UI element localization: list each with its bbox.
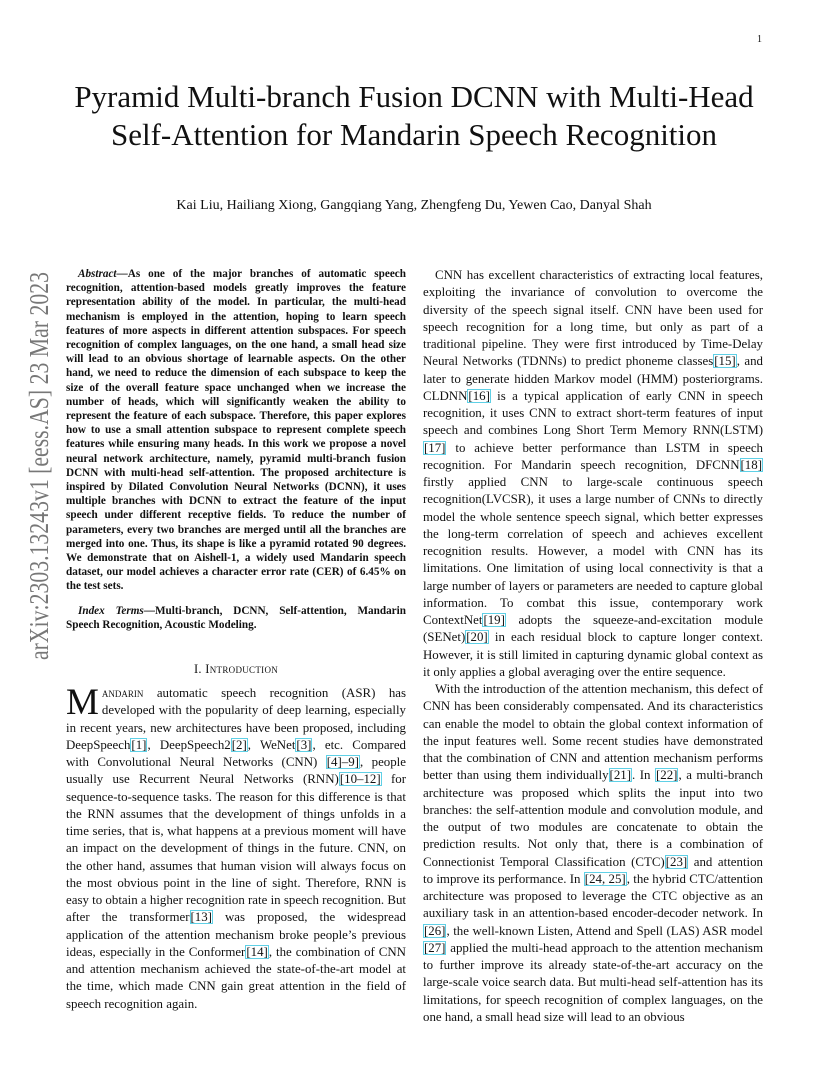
citation-link[interactable]: [24, 25] (584, 871, 626, 886)
abstract-label: Abstract (78, 268, 117, 280)
text-segment: , and later to generate hidden Markov model (HMM) posteriorgrams. CLDNN (423, 354, 763, 403)
arxiv-stamp-text: arXiv:2303.13243v1 [eess.AS] 23 Mar 2023 (24, 270, 54, 660)
citation-link[interactable]: [26] (424, 923, 446, 938)
text-segment: , DeepSpeech2 (147, 737, 231, 752)
paper-title: Pyramid Multi-branch Fusion DCNN with Multi-Head Self-Attention for Mandarin Speech Recognition (74, 79, 754, 152)
citation-link[interactable]: [1] (131, 737, 147, 752)
abstract (66, 267, 406, 594)
citation-link[interactable]: [16] (468, 388, 490, 403)
citation-link[interactable]: [27] (424, 940, 446, 955)
citation-link[interactable]: [14] (246, 944, 268, 959)
citation-link[interactable]: [2] (231, 737, 247, 752)
arxiv-identifier-stamp (18, 270, 54, 660)
section-title: Introduction (205, 662, 279, 677)
intro-paragraph-2 (423, 267, 763, 681)
text-segment: automatic speech recognition (ASR) has developed with the popularity of deep learning, especially in recent years, new architectures have been proposed, including DeepSpeech (66, 686, 406, 752)
text-segment: and attention to improve its performance. In (423, 854, 763, 886)
text-segment: , a multi-branch architecture was proposed which splits the input into two branches: the self-attention module and convolution module, and the output of two modules are concatenate to obtain the prediction results. Not only that, there is a combination of Connectionist Temporal Classification (CTC) (423, 768, 764, 869)
citation-link[interactable]: [23] (665, 854, 688, 869)
text-segment: , etc. Compared with Convolutional Neural Networks (CNN) (66, 737, 406, 770)
index-terms-label: Index Terms (78, 604, 144, 617)
left-column (66, 267, 406, 1013)
citation-link[interactable]: [18] (740, 457, 762, 472)
right-column (423, 267, 763, 1026)
citation-link[interactable]: [21] (609, 768, 632, 783)
text-segment: With the introduction of the attention mechanism, this defect of CNN has been considerably compensated. And its characteristics can enable the model to obtain the global context information of the input features well. Some recent studies have demonstrated that the combination of CNN and attention mechanism performs better than using them individually (423, 682, 763, 783)
text-segment: , the well-known Listen, Attend and Spell (LAS) ASR model (446, 923, 763, 938)
text-segment: to achieve better performance than LSTM in speech recognition. For Mandarin speech recognition, DFCNN (423, 440, 763, 472)
citation-link[interactable]: [20] (466, 630, 488, 645)
text-segment: is a typical application of early CNN in speech recognition, it uses CNN to extract short-term features of input speech and combines Long Short Term Memory RNN(LSTM) (423, 388, 763, 438)
citation-link[interactable]: [10–12] (339, 772, 381, 787)
text-segment: was proposed, the widespread application of the attention mechanism broke people’s previous ideas, especially in the Conformer (66, 910, 406, 959)
text-segment: , the hybrid CTC/attention architecture was proposed to leverage the CTC objective as an auxiliary task in an attention-based encoder-decoder network. In (423, 871, 764, 921)
citation-link[interactable]: [3] (296, 737, 312, 752)
page-number: 1 (757, 34, 762, 45)
text-segment: for sequence-to-sequence tasks. The reason for this difference is that the RNN assumes that the development of things unfolds in a time series, that is, what happens at a previous moment will have an impact on the development of things in the future. CNN, on the other hand, assumes that human vision will always focus on the most obvious point in the line of sight. Therefore, RNN is easy to obtain a higher recognition rate in speech recognition. But after the transformer (66, 772, 406, 925)
dropcap-rest: andarin (101, 686, 144, 701)
section-heading (66, 662, 406, 677)
section-number: I. (193, 662, 202, 677)
text-segment: , WeNet (247, 737, 296, 752)
text-segment: CNN has excellent characteristics of extracting local features, exploiting the invariance of convolution to overcome the diversity of the speech signal itself. CNN have been used for speech recognition for a long time, but only as part of a traditional pipeline. They were first introduced by Time-Delay Neural Networks (TDNNs) to predict phoneme classes (423, 268, 763, 369)
citation-link[interactable]: [4]–9] (326, 755, 359, 770)
intro-paragraph-3 (423, 681, 763, 1026)
citation-link[interactable]: [13] (190, 910, 212, 925)
text-segment: , the combination of CNN and attention mechanism achieved the state-of-the-art model at the time, which made CNN gain great attention in the field of speech recognition again. (66, 944, 406, 1011)
index-terms (66, 604, 406, 632)
citation-link[interactable]: [22] (656, 768, 678, 783)
text-segment: firstly applied CNN to large-scale continuous speech recognition(LVCSR), it uses a large number of CNNs to directly model the whole sentence speech signal, which better expresses the long-term correlation of speech and achieves excellent recognition results. However, a model with CNN has its limitations. One limitation of using local connectivity is that a large number of layers or parameters are needed to capture global information. To combat this issue, contemporary work ContextNet (423, 475, 763, 627)
text-segment: , people usually use Recurrent Neural Networks (RNN) (66, 755, 406, 787)
text-segment: adopts the squeeze-and-excitation module (SENet) (423, 613, 763, 645)
author-list: Kai Liu, Hailiang Xiong, Gangqiang Yang, Zhengfeng Du, Yewen Cao, Danyal Shah (176, 198, 652, 213)
arxiv-stamp-svg (18, 270, 54, 660)
text-segment: . In (632, 768, 655, 783)
index-terms-text: —Multi-branch, DCNN, Self-attention, Mandarin Speech Recognition, Acoustic Modeling. (66, 604, 406, 631)
text-segment: applied the multi-head approach to the attention mechanism to further improve its already state-of-the-art accuracy on the large-scale voice search data. But multi-head self-attention has its limitations, for speech recognition of complex languages, on the one hand, a small head size will lead to an obvious (423, 940, 763, 1024)
dropcap-letter: M (66, 682, 99, 724)
citation-link[interactable]: [17] (424, 440, 446, 455)
intro-paragraph-1 (66, 682, 406, 1013)
abstract-text: —As one of the major branches of automatic speech recognition, attention-based models greatly improves the feature representation ability of the model. In particular, the multi-head mechanism is employed in the attention, hoping to learn speech features of more aspects in different attention subspaces. For speech recognition of complex languages, on the one hand, a small head size will lead to an obvious shortage of learnable aspects. On the other hand, we need to reduce the dimension of each subspace to keep the size of the overall feature space unchanged when we increase the number of heads, which will significantly weaken the ability to represent the feature of each subspace. Therefore, this paper explores how to use a small attention subspace to represent complete speech features while ensuring many heads. In this work we propose a novel neural network architecture, namely, pyramid multi-branch fusion DCNN with multi-head self-attention. The proposed architecture is inspired by Dilated Convolution Neural Networks (DCNN), it uses multiple branches with DCNN to extract the feature of the input speech under different receptive fields. To reduce the number of parameters, every two branches are merged until all the branches are merged into one. Thus, its shape is like a pyramid rotated 90 degrees. We demonstrate that on Aishell-1, a widely used Mandarin speech dataset, our model achieves a character error rate (CER) of 6.45% on the test sets. (66, 268, 406, 593)
text-segment: in each residual block to capture longer context. However, it is still limited in capturing dynamic global context as it only applies a global averaging over the entire sequence. (423, 630, 763, 679)
citation-link[interactable]: [15] (714, 354, 736, 369)
citation-link[interactable]: [19] (483, 613, 505, 627)
